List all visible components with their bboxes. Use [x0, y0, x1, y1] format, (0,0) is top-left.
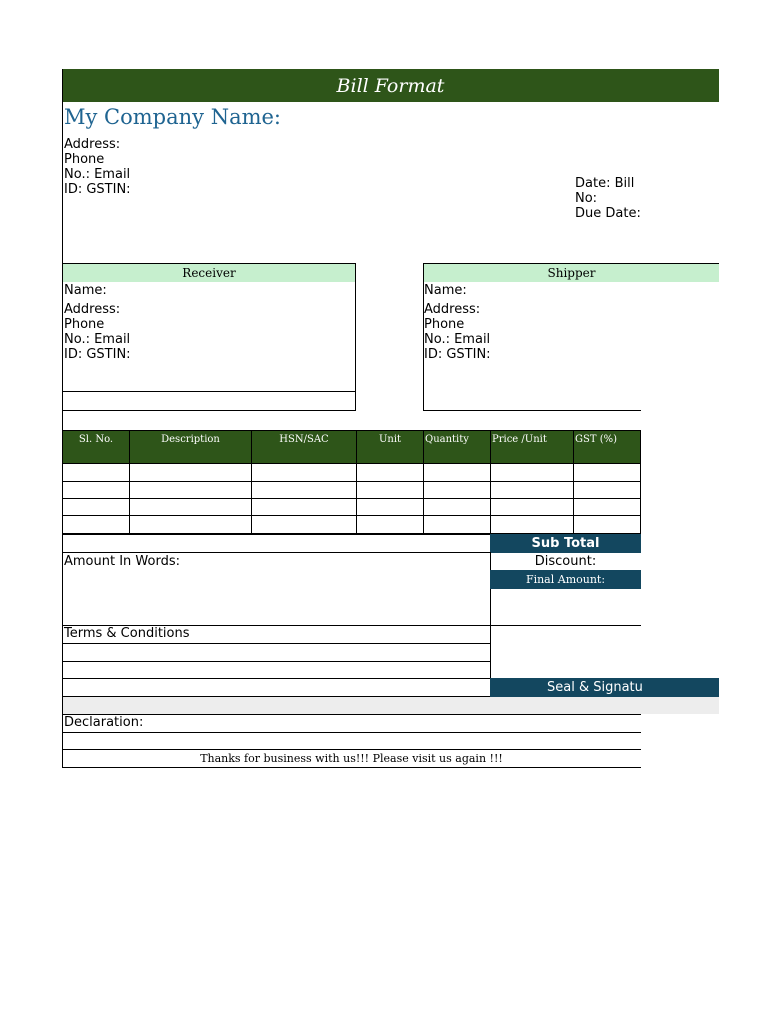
- table-cell[interactable]: [573, 463, 641, 482]
- receiver-name: Name:: [64, 283, 107, 298]
- terms-line-2[interactable]: [62, 661, 491, 679]
- seal-signature-label: [490, 678, 719, 697]
- table-cell[interactable]: [62, 463, 130, 482]
- footer-text: Thanks for business with us!!! Please visit us again !!!: [200, 752, 503, 765]
- table-cell[interactable]: [356, 463, 424, 482]
- shipper-heading: [423, 263, 719, 282]
- items-body: [62, 463, 641, 535]
- table-cell[interactable]: [423, 498, 491, 516]
- table-cell[interactable]: [573, 515, 641, 534]
- receiver-email: No.: Email: [64, 332, 131, 347]
- shipper-phone: Phone: [424, 317, 465, 332]
- table-cell[interactable]: [62, 498, 130, 516]
- declaration-label: Declaration:: [64, 715, 144, 730]
- final-amount-value[interactable]: [490, 589, 641, 626]
- table-cell[interactable]: [62, 515, 130, 534]
- shipper-gstin: ID: GSTIN:: [424, 347, 491, 362]
- discount-text: Discount:: [534, 553, 597, 569]
- table-cell[interactable]: [573, 498, 641, 516]
- col-quantity: Quantity: [423, 430, 491, 464]
- discount-label: [490, 552, 641, 571]
- table-cell[interactable]: [129, 463, 252, 482]
- col-price-unit: Price /Unit: [490, 430, 574, 464]
- subtotal-left-cell[interactable]: [62, 534, 491, 553]
- final-amount-label: [490, 570, 641, 589]
- table-cell[interactable]: [423, 463, 491, 482]
- receiver-heading-text: Receiver: [182, 266, 236, 280]
- receiver-extra-row[interactable]: [62, 392, 356, 411]
- receiver-details: [64, 283, 184, 362]
- terms-label: Terms & Conditions: [64, 626, 190, 641]
- terms-line-3[interactable]: [62, 678, 491, 697]
- company-phone: Phone: [64, 152, 105, 167]
- declaration-line[interactable]: [62, 732, 641, 750]
- table-cell[interactable]: [490, 498, 574, 516]
- col-gst: GST (%): [573, 430, 641, 464]
- table-cell[interactable]: [490, 481, 574, 499]
- receiver-heading: [62, 263, 356, 282]
- terms-line-1[interactable]: [62, 643, 491, 662]
- shipper-address: Address:: [424, 302, 481, 317]
- table-cell[interactable]: [251, 498, 357, 516]
- col-hsn-sac: HSN/SAC: [251, 430, 357, 464]
- table-cell[interactable]: [490, 515, 574, 534]
- bill-date: Date: Bill: [575, 176, 635, 191]
- declaration-row: [62, 714, 641, 733]
- table-cell[interactable]: [251, 481, 357, 499]
- seal-signature-text: Seal & Signatu: [547, 680, 643, 695]
- table-cell[interactable]: [356, 515, 424, 534]
- shipper-details: [424, 283, 544, 362]
- col-description: Description: [129, 430, 252, 464]
- company-name: My Company Name:: [64, 105, 282, 129]
- company-gstin: ID: GSTIN:: [64, 182, 131, 197]
- receiver-phone: Phone: [64, 317, 105, 332]
- col-unit: Unit: [356, 430, 424, 464]
- company-address: Address:: [64, 137, 121, 152]
- sub-total-label: [490, 534, 641, 553]
- shipper-email: No.: Email: [424, 332, 491, 347]
- table-cell[interactable]: [129, 481, 252, 499]
- col-sl-no: Sl. No.: [62, 430, 130, 464]
- table-cell[interactable]: [251, 515, 357, 534]
- table-cell[interactable]: [423, 481, 491, 499]
- receiver-gstin: ID: GSTIN:: [64, 347, 131, 362]
- table-cell[interactable]: [62, 481, 130, 499]
- table-cell[interactable]: [356, 498, 424, 516]
- bill-title-text: Bill Format: [336, 74, 445, 97]
- table-cell[interactable]: [356, 481, 424, 499]
- signature-area: [490, 625, 491, 678]
- spacer-row: [63, 697, 719, 714]
- company-details: [64, 137, 174, 197]
- footer-thanks: [62, 750, 641, 768]
- final-amount-text: Final Amount:: [525, 573, 606, 586]
- company-email: No.: Email: [64, 167, 131, 182]
- shipper-name: Name:: [424, 283, 467, 298]
- table-cell[interactable]: [251, 463, 357, 482]
- bill-due-date: Due Date:: [575, 206, 641, 221]
- shipper-heading-text: Shipper: [547, 266, 596, 280]
- table-cell[interactable]: [129, 515, 252, 534]
- bill-number: No:: [575, 191, 598, 206]
- receiver-address: Address:: [64, 302, 121, 317]
- sub-total-text: Sub Total: [531, 536, 600, 551]
- table-cell[interactable]: [423, 515, 491, 534]
- bill-title: [62, 69, 719, 102]
- table-cell[interactable]: [573, 481, 641, 499]
- bill-meta: [575, 176, 645, 221]
- amount-in-words-label: Amount In Words:: [64, 554, 180, 569]
- table-cell[interactable]: [490, 463, 574, 482]
- table-cell[interactable]: [129, 498, 252, 516]
